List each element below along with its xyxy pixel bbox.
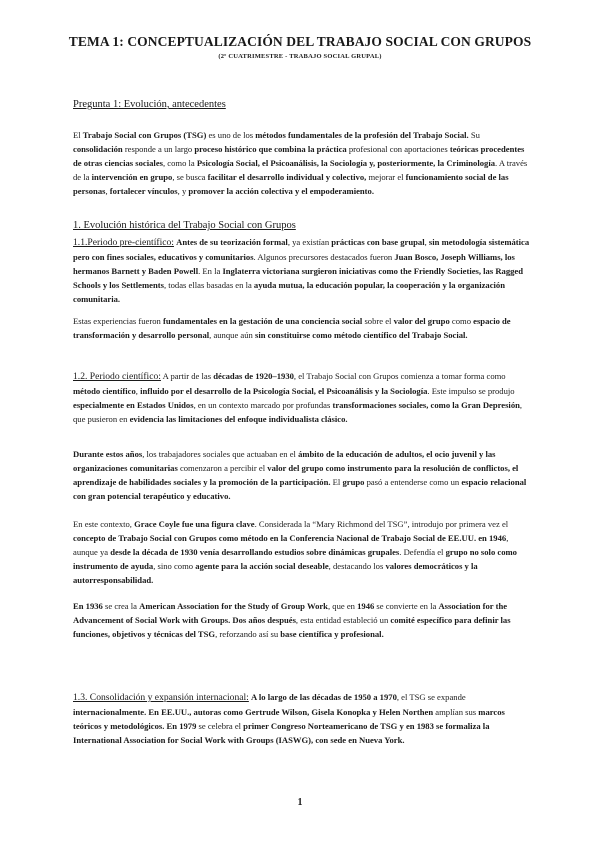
section-1-heading-text: 1. Evolución histórica del Trabajo Social con Grupos [73, 220, 296, 231]
grace-coyle-paragraph: En este contexto, Grace Coyle fue una figura clave. Considerada la “Mary Richmond del TSG”, introdujo por primera vez el concepto de Trabajo Social con Grupos como método en la Conferencia Nacional de Trabajo Social de EE.UU. en 1946, aunque ya desde la década de 1930 venía desarrollando estudios sobre dinámicas grupales. Defendía el grupo no solo como instrumento de ayuda, sino como agente para la acción social deseable, destacando los valores democráticos y la autorresponsabilidad. [73, 519, 517, 585]
sub-1-1-label: 1.1.Periodo pre-científico: [73, 237, 174, 248]
section-1-heading [73, 220, 296, 231]
scientific-paragraph: 1.2. Periodo científico: A partir de las décadas de 1920–1930, el Trabajo Social con Grupos comienza a tomar forma como método científico, influido por el desarrollo de la Psicología Social, el Psicoanálisis y la Sociología. Este impulso se produjo especialmente en Estados Unidos, en un contexto marcado por profundas transformaciones sociales, como la Gran Depresión, que pusieron en evidencia las limitaciones del enfoque individualista clásico. [73, 371, 523, 424]
document-subtitle: (2º CUATRIMESTRE - TRABAJO SOCIAL GRUPAL) [218, 53, 382, 60]
association-paragraph: En 1936 se crea la American Association for the Study of Group Work, que en 1946 se convierte en la Association for the Advancement of Social Work with Groups. Dos años después, esta entidad estableció un comité específico para definir las funciones, objetivos y técnicas del TSG, reforzando así su base científica y profesional. [73, 601, 511, 639]
group-awareness-paragraph: Estas experiencias fueron fundamentales en la gestación de una conciencia social sobre el valor del grupo como espacio de transformación y desarrollo personal, aunque aún sin constituirse como método científico del Trabajo Social. [73, 316, 511, 340]
pre-scientific-paragraph: 1.1.Periodo pre-científico: Antes de su teorización formal, ya existían prácticas con base grupal, sin metodología sistemática pero con fines sociales, educativos y comunitarios. Algunos precursores destacados fueron Juan Bosco, Joseph Williams, los hermanos Barnett y Baden Powell. En la Inglaterra victoriana surgieron iniciativas como the Friendly Societies, las Ragged Schools y los Settlements, todas ellas basadas en la ayuda mutua, la educación popular, la cooperación y la organización comunitaria. [73, 237, 530, 304]
document-title: TEMA 1: CONCEPTUALIZACIÓN DEL TRABAJO SOCIAL CON GRUPOS [68, 34, 532, 49]
question-heading: Pregunta 1: Evolución, antecedentes [73, 99, 226, 110]
adult-education-paragraph: Durante estos años, los trabajadores sociales que actuaban en el ámbito de la educación de adultos, el ocio juvenil y las organizaciones comunitarias comenzaron a percibir el valor del grupo como instrumento para la resolución de conflictos, el aprendizaje de habilidades sociales y la promoción de la participación. El grupo pasó a entenderse como un espacio relacional con gran potencial terapéutico y educativo. [73, 449, 527, 501]
sub-1-3-label: 1.3. Consolidación y expansión internacional: [73, 692, 249, 703]
consolidation-paragraph: 1.3. Consolidación y expansión internacional: A lo largo de las décadas de 1950 a 1970, el TSG se expande internacionalmente. En EE.UU., autoras como Gertrude Wilson, Gisela Konopka y Helen Northen amplían sus marcos teóricos y metodológicos. En 1979 se celebra el primer Congreso Norteamericano de TSG y en 1983 se formaliza la International Association for Social Work with Groups (IASWG), con sede en Nueva York. [73, 692, 505, 745]
intro-paragraph: El Trabajo Social con Grupos (TSG) es uno de los métodos fundamentales de la profesión del Trabajo Social. Su consolidación responde a un largo proceso histórico que combina la práctica profesional con aportaciones teóricas procedentes de otras ciencias sociales, como la Psicología Social, el Psicoanálisis, la Sociología y, posteriormente, la Criminología. A través de la intervención en grupo, se busca facilitar el desarrollo individual y colectivo, mejorar el funcionamiento social de las personas, fortalecer vínculos, y promover la acción colectiva y el empoderamiento. [73, 130, 528, 196]
sub-1-2-label: 1.2. Periodo científico: [73, 371, 161, 382]
page-number: 1 [297, 797, 303, 808]
